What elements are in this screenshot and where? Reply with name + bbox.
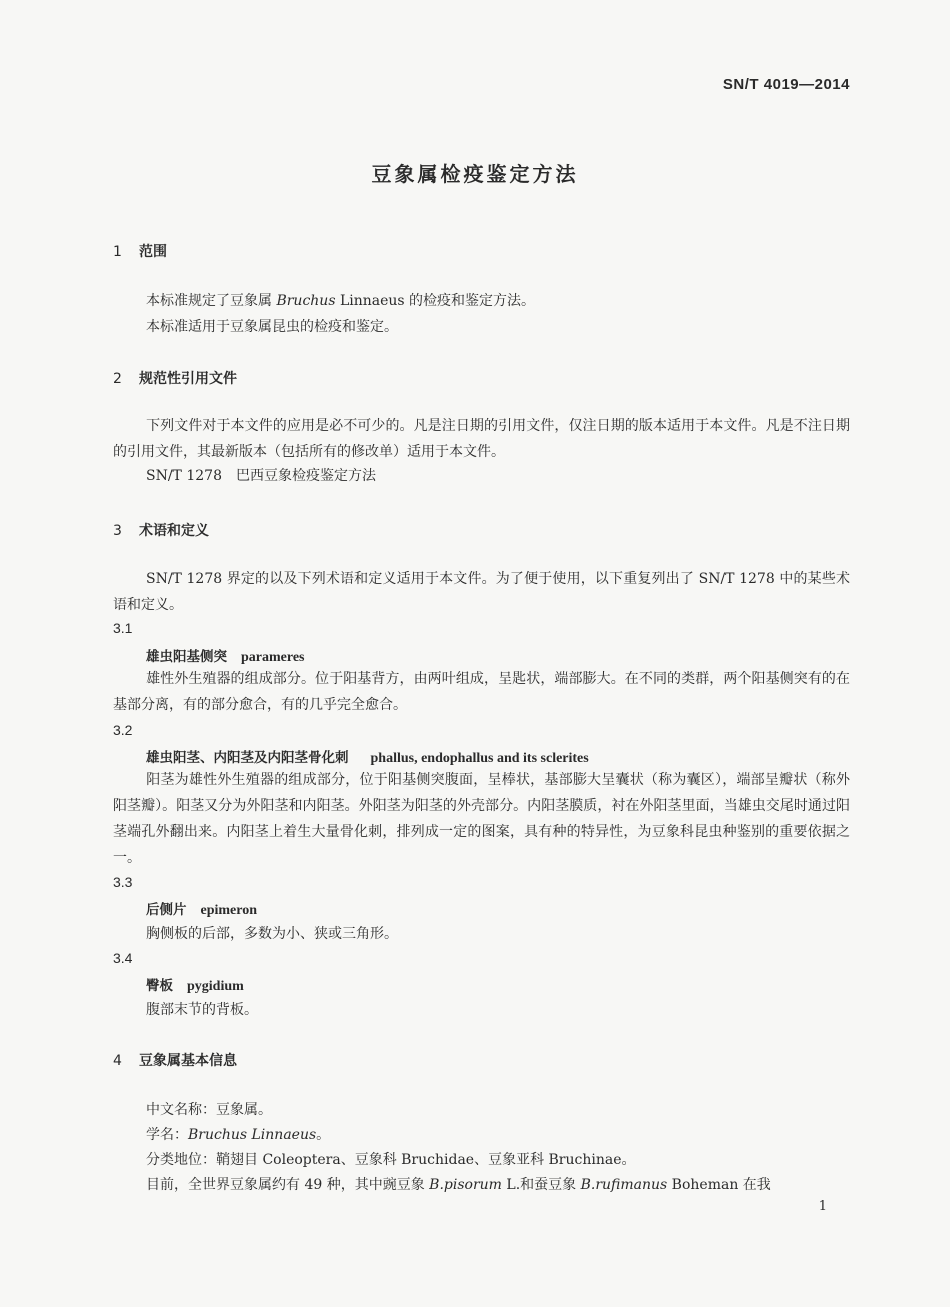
taxonomy: 分类地位：鞘翅目 Coleoptera、豆象科 Bruchidae、豆象亚科 Bruchinae。 <box>146 1152 636 1168</box>
term-heading: 雄虫阳茎、内阳茎及内阳茎骨化刺 phallus, endophallus and its sclerites <box>146 750 589 766</box>
section-title: 范围 <box>139 244 167 260</box>
s2-paragraph: 下列文件对于本文件的应用是必不可少的。凡是注日期的引用文件，仅注日期的版本适用于本文件。凡是不注日期的引用文件，其最新版本（包括所有的修改单）适用于本文件。 <box>113 418 850 460</box>
section-title: 规范性引用文件 <box>139 371 237 387</box>
term-number: 3.2 <box>113 722 133 738</box>
term-definition: 雄性外生殖器的组成部分。位于阳基背方，由两叶组成，呈匙状，端部膨大。在不同的类群，两个阳基侧突有的在基部分离，有的部分愈合，有的几乎完全愈合。 <box>113 671 850 713</box>
scientific-name: 学名：Bruchus Linnaeus。 <box>146 1127 331 1143</box>
standard-number: SN/T 4019—2014 <box>722 76 850 93</box>
chinese-name: 中文名称：豆象属。 <box>146 1102 272 1118</box>
term-heading: 后侧片 epimeron <box>146 902 258 918</box>
section-1-heading <box>113 241 167 261</box>
term-heading: 臀板 pygidium <box>146 978 244 994</box>
section-2-heading <box>113 368 237 388</box>
section-number: 2 <box>113 371 122 387</box>
section-number: 1 <box>113 244 122 260</box>
term-number: 3.4 <box>113 950 133 966</box>
section-4-heading <box>113 1050 237 1070</box>
term-definition: 胸侧板的后部，多数为小、狭或三角形。 <box>146 926 398 942</box>
term-definition: 阳茎为雄性外生殖器的组成部分，位于阳基侧突腹面，呈棒状，基部膨大呈囊状（称为囊区），端部呈瓣状（称外阳茎瓣）。阳茎又分为外阳茎和内阳茎。外阳茎为阳茎的外壳部分。内阳茎膜质，衬在外阳茎里面，当雄虫交尾时通过阳茎端孔外翻出来。内阳茎上着生大量骨化刺，排列成一定的图案，具有种的特异性，为豆象科昆虫种鉴别的重要依据之一。 <box>113 772 850 866</box>
term-definition: 腹部末节的背板。 <box>146 1002 258 1018</box>
genus-name: Bruchus <box>276 293 336 309</box>
s1-line-2: 本标准适用于豆象属昆虫的检疫和鉴定。 <box>146 319 398 335</box>
section-title: 术语和定义 <box>139 523 209 539</box>
s1-line-1: 本标准规定了豆象属 Bruchus Linnaeus 的检疫和鉴定方法。 <box>146 293 536 309</box>
species-count-line: 目前，全世界豆象属约有 49 种，其中豌豆象 B.pisorum L.和蚕豆象 B.rufimanus Boheman 在我 <box>146 1177 771 1193</box>
term-number: 3.3 <box>113 874 133 890</box>
section-number: 3 <box>113 523 122 539</box>
section-number: 4 <box>113 1053 122 1069</box>
term-number: 3.1 <box>113 620 133 636</box>
section-title: 豆象属基本信息 <box>139 1053 237 1069</box>
s3-paragraph: SN/T 1278 界定的以及下列术语和定义适用于本文件。为了便于使用，以下重复列出了 SN/T 1278 中的某些术语和定义。 <box>113 571 850 613</box>
section-3-heading <box>113 520 209 540</box>
term-heading: 雄虫阳基侧突 parameres <box>146 649 305 665</box>
page-number: 1 <box>818 1199 827 1214</box>
document-title: 豆象属检疫鉴定方法 <box>371 162 579 186</box>
s2-reference: SN/T 1278 巴西豆象检疫鉴定方法 <box>146 468 376 484</box>
